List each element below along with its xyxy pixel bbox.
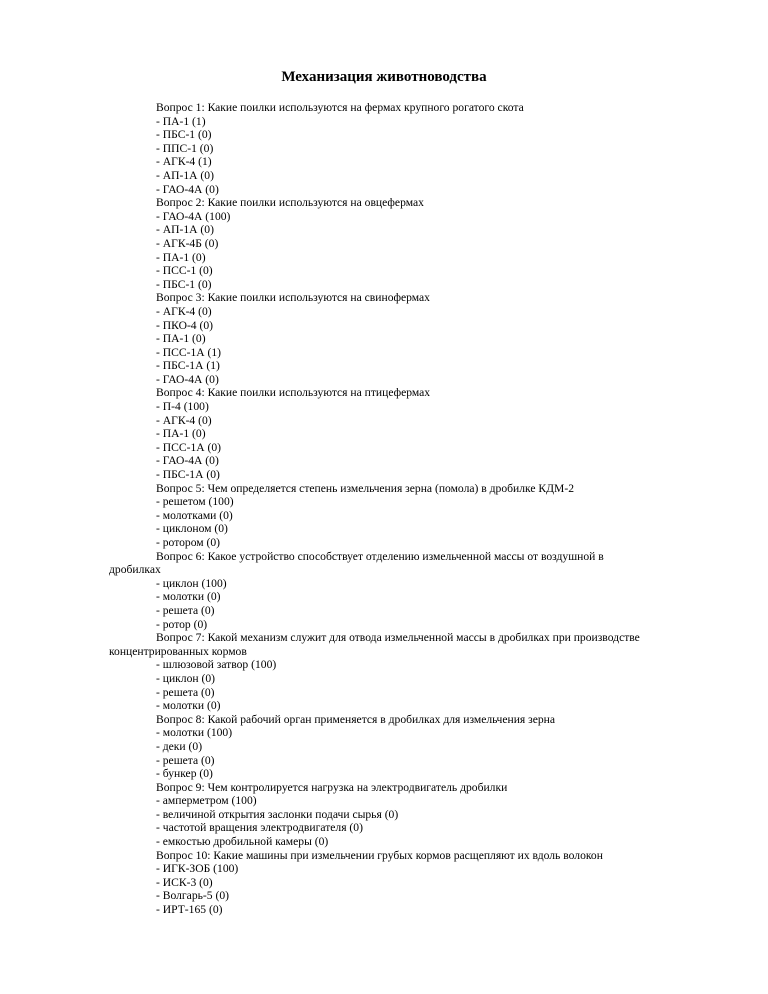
question-block — [0, 631, 768, 713]
answer-option: - ротором (0) — [156, 536, 221, 549]
answer-option: - ИГК-ЗОБ (100) — [156, 862, 239, 876]
question-list — [0, 101, 768, 917]
answer-option: - ПА-1 (1) — [156, 114, 206, 128]
answer-option: - ИСК-3 (0) — [156, 875, 213, 889]
answer-option: - АП-1А (0) — [156, 168, 214, 182]
answer-option: - АГК-4 (0) — [156, 413, 212, 427]
question-block — [0, 482, 768, 550]
answer-option: - ПБС-1А (1) — [156, 359, 220, 373]
question-block — [0, 196, 768, 291]
answer-option: - циклоном (0) — [156, 522, 228, 536]
answer-option: - молотки (100) — [156, 726, 233, 740]
answer-option: - Волгарь-5 (0) — [156, 889, 229, 903]
answer-option: - бункер (0) — [156, 767, 213, 781]
answer-option: - ротор (0) — [156, 617, 208, 631]
answer-option: - решета (0) — [156, 753, 215, 767]
answer-option: - молотки (0) — [156, 590, 221, 604]
answer-option: - ГАО-4А (0) — [156, 454, 219, 468]
answer-option: - ПБС-1 (0) — [156, 277, 212, 291]
answer-option: - АП-1А (0) — [156, 223, 214, 237]
question-block — [0, 101, 768, 196]
answer-option: - ППС-1 (0) — [156, 141, 214, 155]
question-block — [0, 781, 768, 849]
answer-option: - величиной открытия заслонки подачи сырья (0) — [156, 807, 399, 821]
page-title: Механизация животноводства — [281, 69, 487, 85]
answer-option: - ГАО-4А (100) — [156, 209, 231, 223]
answer-option: - ПБС-1А (0) — [156, 468, 220, 482]
answer-option: - ПА-1 (0) — [156, 332, 206, 346]
answer-option: - ГАО-4А (0) — [156, 182, 219, 196]
answer-option: - ПА-1 (0) — [156, 250, 206, 264]
answer-option: - АГК-4 (0) — [156, 304, 212, 318]
question-text: Вопрос 1: Какие поилки используются на фермах крупного рогатого скота — [156, 101, 524, 114]
question-text: Вопрос 5: Чем определяется степень измельчения зерна (помола) в дробилке КДМ-2 — [156, 481, 575, 495]
answer-option: - ИРТ-165 (0) — [156, 903, 223, 917]
answer-option: - емкостью дробильной камеры (0) — [156, 835, 329, 849]
answer-option: - частотой вращения электродвигателя (0) — [156, 821, 363, 835]
question-text-continuation: дробилках — [109, 563, 161, 577]
answer-option: - решетом (100) — [156, 495, 234, 509]
answer-option: - ПСС-1 (0) — [156, 264, 213, 278]
question-block — [0, 713, 768, 781]
answer-option: - шлюзовой затвор (100) — [156, 658, 277, 672]
question-text: Вопрос 10: Какие машины при измельчении грубых кормов расщепляют их вдоль волокон — [156, 848, 603, 862]
question-text: Вопрос 4: Какие поилки используются на птицефермах — [156, 386, 431, 400]
answer-option: - ГАО-4А (0) — [156, 372, 219, 386]
question-block — [0, 386, 768, 481]
answer-option: - ПСС-1А (1) — [156, 345, 222, 359]
answer-option: - амперметром (100) — [156, 794, 257, 808]
answer-option: - АГК-4 (1) — [156, 155, 212, 169]
answer-option: - решета (0) — [156, 685, 215, 699]
question-text: Вопрос 2: Какие поилки используются на овцефермах — [156, 196, 424, 210]
answer-option: - ПКО-4 (0) — [156, 318, 214, 332]
question-block — [0, 849, 768, 917]
question-block — [0, 291, 768, 386]
answer-option: - П-4 (100) — [156, 400, 209, 414]
question-text: Вопрос 7: Какой механизм служит для отвода измельченной массы в дробилках при производстве — [156, 631, 640, 645]
question-text-continuation: концентрированных кормов — [109, 644, 247, 658]
answer-option: - АГК-4Б (0) — [156, 236, 219, 250]
answer-option: - циклон (100) — [156, 576, 227, 590]
question-block — [0, 550, 768, 632]
answer-option: - ПА-1 (0) — [156, 427, 206, 441]
question-text: Вопрос 3: Какие поилки используются на свинофермах — [156, 291, 430, 305]
question-text: Вопрос 9: Чем контролируется нагрузка на электродвигатель дробилки — [156, 780, 508, 794]
answer-option: - молотками (0) — [156, 508, 233, 522]
question-text: Вопрос 6: Какое устройство способствует отделению измельченной массы от воздушной в — [156, 549, 604, 563]
answer-option: - деки (0) — [156, 739, 203, 753]
answer-option: - циклон (0) — [156, 671, 216, 685]
answer-option: - ПСС-1А (0) — [156, 440, 222, 454]
answer-option: - молотки (0) — [156, 699, 221, 713]
answer-option: - решета (0) — [156, 603, 215, 617]
answer-option: - ПБС-1 (0) — [156, 128, 212, 142]
question-text: Вопрос 8: Какой рабочий орган применяется в дробилках для измельчения зерна — [156, 712, 556, 726]
